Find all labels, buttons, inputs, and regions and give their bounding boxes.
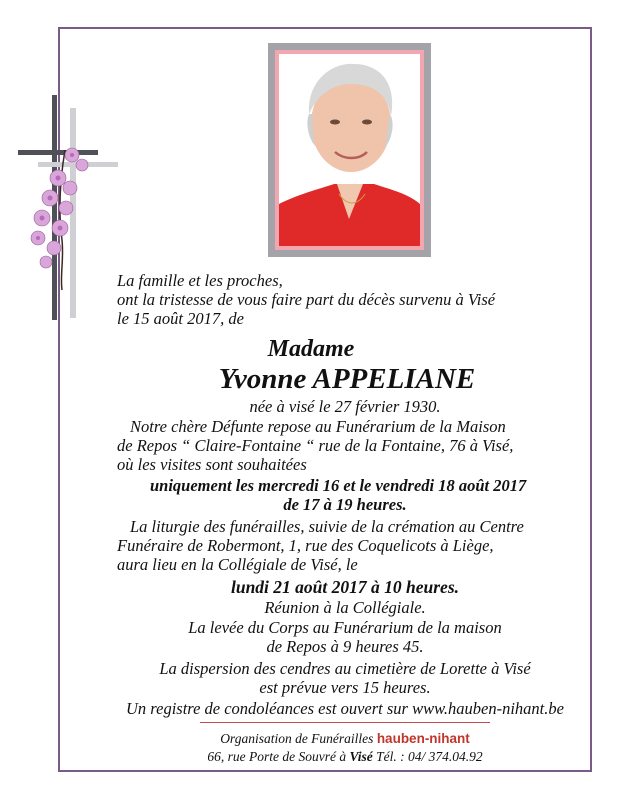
footer-divider (200, 722, 490, 723)
dispersion-line-2: est prévue vers 15 heures. (259, 678, 431, 697)
rest-line-3: où les visites sont souhaitées (117, 455, 307, 474)
address-city: Visé (349, 749, 373, 764)
rest-line-2: de Repos “ Claire-Fontaine “ rue de la Fontaine, 76 à Visé, (117, 436, 514, 455)
honorific: Madame (267, 336, 355, 362)
ceremony-date: lundi 21 août 2017 à 10 heures. (230, 577, 460, 597)
intro-line-2: ont la tristesse de vous faire part du décès survenu à Visé (117, 290, 496, 309)
deceased-name: Yvonne APPELIANE (218, 363, 476, 395)
birth-info: née à visé le 27 février 1930. (249, 397, 441, 416)
visits-line-1: uniquement les mercredi 16 et le vendredi 18 août 2017 (150, 476, 527, 495)
phone-number: Tél. : 04/ 374.04.92 (376, 749, 483, 764)
org-prefix: Organisation de Funérailles (220, 731, 374, 746)
condolence-register: Un registre de condoléances est ouvert sur www.hauben-nihant.be (126, 699, 564, 718)
intro-line-1: La famille et les proches, (117, 271, 283, 290)
dispersion-line-1: La dispersion des cendres au cimetière de Lorette à Visé (159, 659, 531, 678)
intro-line-3: le 15 août 2017, de (117, 309, 244, 328)
address-street: 66, rue Porte de Souvré à (207, 749, 347, 764)
visits-line-2: de 17 à 19 heures. (283, 495, 407, 514)
footer-address (34, 749, 622, 764)
transfer-line-1: La levée du Corps au Funérarium de la maison (188, 618, 502, 637)
rest-line-1: Notre chère Défunte repose au Funérarium de la Maison (130, 417, 506, 436)
footer-organisation (34, 731, 622, 746)
liturgy-line-3: aura lieu en la Collégiale de Visé, le (117, 555, 358, 574)
liturgy-line-1: La liturgie des funérailles, suivie de la crémation au Centre (130, 517, 524, 536)
meeting-info: Réunion à la Collégiale. (264, 598, 426, 617)
brand-name: hauben-nihant (376, 731, 470, 746)
liturgy-line-2: Funéraire de Robermont, 1, rue des Coquelicots à Liège, (117, 536, 494, 555)
transfer-line-2: de Repos à 9 heures 45. (266, 637, 424, 656)
